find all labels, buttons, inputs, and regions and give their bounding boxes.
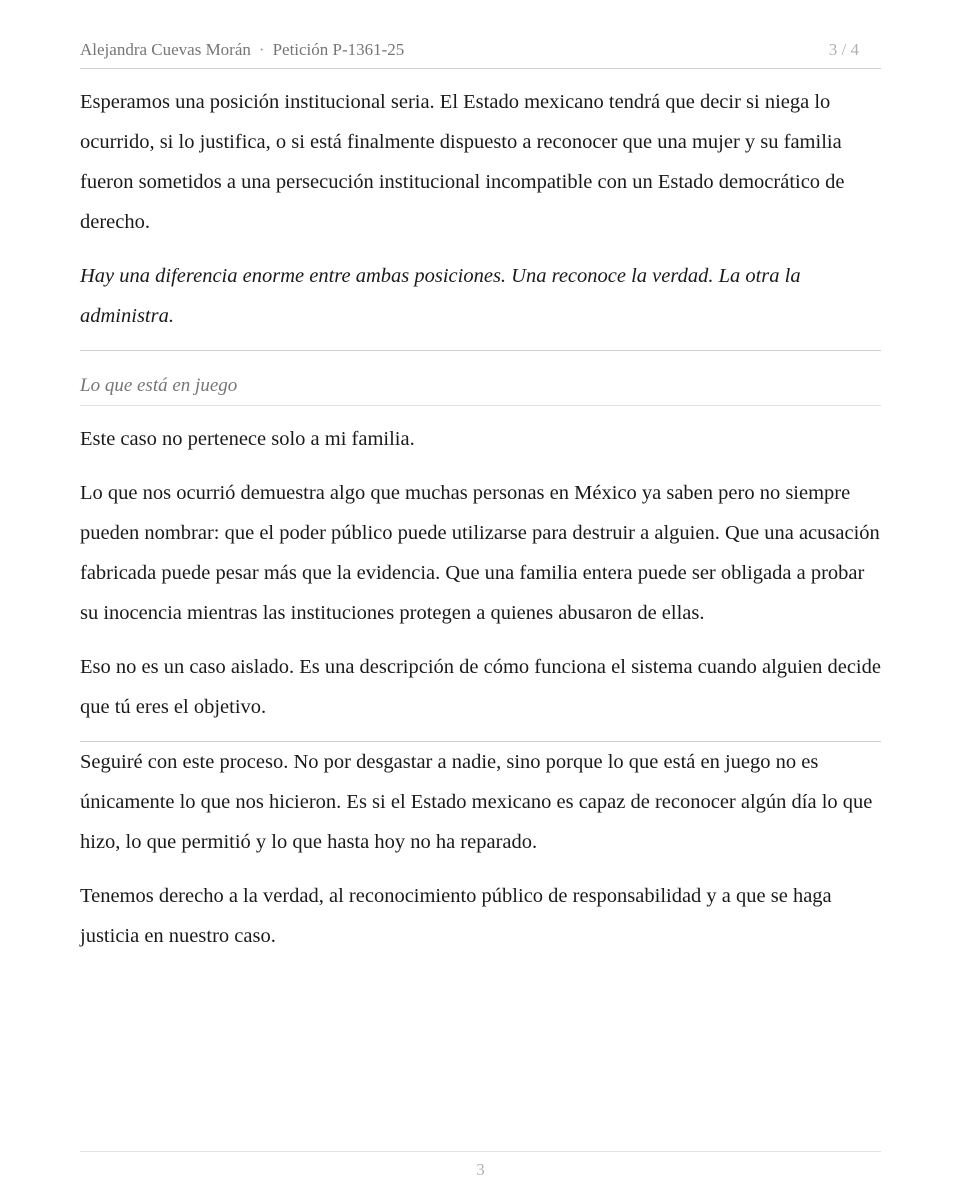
paragraph-institutional-position: Esperamos una posición institucional seria. El Estado mexicano tendrá que decir si niega lo ocurrido, si lo justifica, o si está finalmente dispuesto a reconocer que una mujer y su familia fueron sometidos a una persecución institucional incompatible con un Estado democrático de derecho. bbox=[80, 91, 845, 233]
paragraph-not-isolated: Eso no es un caso aislado. Es una descripción de cómo funciona el sistema cuando alguien decide que tú eres el objetivo. bbox=[80, 656, 881, 718]
header-meta bbox=[80, 40, 404, 60]
header-page-indicator: 3 / 4 bbox=[828, 40, 859, 59]
section-heading: Lo que está en juego bbox=[80, 351, 881, 406]
header-petition-id: Petición P-1361-25 bbox=[272, 40, 405, 59]
footer-divider bbox=[80, 1151, 881, 1152]
paragraph-emphasis-truth: Hay una diferencia enorme entre ambas posiciones. Una reconoce la verdad. La otra la administra. bbox=[80, 265, 801, 327]
paragraph-continue-process: Seguiré con este proceso. No por desgastar a nadie, sino porque lo que está en juego no es únicamente lo que nos hicieron. Es si el Estado mexicano es capaz de reconocer algún día lo que hizo, lo que permitió y lo que hasta hoy no ha reparado. bbox=[80, 751, 873, 853]
header-author: Alejandra Cuevas Morán bbox=[80, 40, 251, 59]
paragraph-right-to-truth: Tenemos derecho a la verdad, al reconocimiento público de responsabilidad y a que se haga justicia en nuestro caso. bbox=[80, 885, 832, 947]
document-page bbox=[80, 0, 881, 1200]
paragraph-not-only-family: Este caso no pertenece solo a mi familia. bbox=[80, 428, 415, 450]
running-header bbox=[80, 38, 881, 69]
header-separator: · bbox=[258, 40, 265, 59]
document-body bbox=[80, 82, 881, 970]
footer-page-number: 3 bbox=[476, 1160, 485, 1179]
paragraph-what-happened: Lo que nos ocurrió demuestra algo que muchas personas en México ya saben pero no siempre pueden nombrar: que el poder público puede utilizarse para destruir a alguien. Que una acusación fabricada puede pesar más que la evidencia. Que una familia entera puede ser obligada a probar su inocencia mientras las instituciones protegen a quienes abusaron de ellas. bbox=[80, 482, 880, 624]
